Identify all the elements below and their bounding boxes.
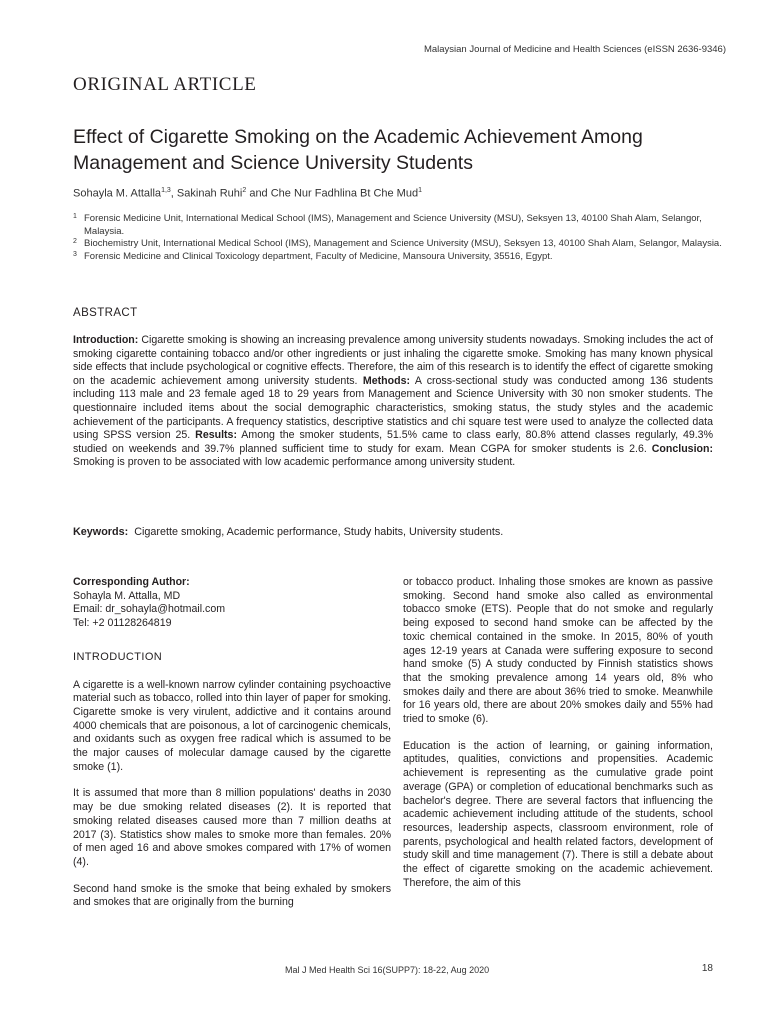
author-affiliation-marker: 1,3: [161, 187, 171, 194]
author-separator: and: [246, 187, 271, 200]
left-column: [73, 576, 391, 910]
abstract-methods-label: Methods:: [362, 374, 410, 387]
author-separator: ,: [170, 187, 177, 200]
paragraph: Education is the action of learning, or gaining information, aptitudes, qualities, convictions and propensities. Academic achievement is representing as the cumulative grade point average (GPA) or completion of educational benchmarks such as bachelor's degree. There are several factors that influencing the academic achievement including attitude of the students, school resources, leadership aspects, classroom environment, role of parents, psychological and health related factors, development of study skill and time management (7). There is still a debate about the effect of cigarette smoking on the academic achievement. Therefore, the aim of this: [403, 739, 713, 889]
paragraph: Second hand smoke is the smoke that being exhaled by smokers and smokes that are originally from the burning: [73, 882, 391, 909]
page-number: 18: [701, 963, 713, 974]
author-name: Sohayla M. Attalla: [73, 187, 162, 200]
corresponding-author-tel: Tel: +2 01128264819: [73, 617, 172, 630]
keywords-text: Cigarette smoking, Academic performance, Study habits, University students.: [128, 526, 504, 538]
author-name: Sakinah Ruhi: [176, 187, 243, 200]
abstract-conclusion-text: Smoking is proven to be associated with low academic performance among university student.: [73, 456, 516, 469]
journal-header: Malaysian Journal of Medicine and Health Sciences (eISSN 2636-9346): [423, 44, 726, 55]
affiliation-item: [73, 251, 733, 264]
abstract-body: [73, 334, 713, 470]
author-name: Che Nur Fadhlina Bt Che Mud: [270, 187, 419, 200]
abstract-methods-text: A cross-sectional study was conducted among 136 students including 113 male and 23 female aged 18 to 29 years from Management and Science University with 30 non smoker students. The questionnaire included items about the social demographic characteristics, smoking status, the study styles and the academic achievement of the participants. A frequency statistics, descriptive statistics and chi square test were used to analyze the collected data using SPSS version 25.: [73, 374, 713, 442]
abstract-intro-label: Introduction:: [73, 334, 139, 346]
affiliation-text: Forensic Medicine and Clinical Toxicology department, Faculty of Medicine, Mansoura University, 35516, Egypt.: [84, 250, 553, 262]
affiliation-list: [73, 213, 733, 263]
abstract-intro-text: Cigarette smoking is showing an increasing prevalence among university students nowadays. Smoking includes the act of smoking cigarette containing tobacco and/or other ingredients or just inhaling the cigarette smoke. Smoking has many known physical side effects that include psychological or cognitive effects. Therefore, the aim of this research is to identify the effect of cigarette smoking on the academic achievement among university students.: [73, 334, 713, 387]
paragraph: It is assumed that more than 8 million populations' deaths in 2030 may be due smoking related diseases (2). It is reported that smoking related diseases caused more than 7 million deaths at 2017 (3). Statistics show males to smoke more than females. 20% of men aged 16 and above smokes compared with 17% of women (4).: [73, 787, 391, 868]
footer-citation: Mal J Med Health Sci 16(SUPP7): 18-22, Aug 2020: [285, 965, 490, 975]
introduction-heading: INTRODUCTION: [73, 650, 163, 663]
author-affiliation-marker: 2: [242, 187, 247, 194]
abstract-results-text: Among the smoker students, 51.5% came to class early, 80.8% attend classes regularly, 49.3% studied on weekends and 39.7% planned sufficient time to study for exam. Mean CGPA for smoker students is 2.6.: [73, 429, 713, 455]
keywords-label: Keywords:: [73, 526, 129, 538]
corresponding-author: [73, 576, 391, 631]
right-column: [403, 576, 713, 890]
abstract-heading: ABSTRACT: [73, 307, 138, 319]
paragraph: or tobacco product. Inhaling those smokes are known as passive smoking. Second hand smoke also called as environmental tobacco smoke (ETS). People that do not smoke and regularly being exposed to second hand smoke can be affected by the toxic chemical contained in the smoke. In 2015, 80% of youth ages 12-19 years at Canada were suffering exposure to second hand smoke (5) A study conducted by Finnish statistics shows that the smoking prevalence among 14 years old, 8% who smokes daily and there are about 36% tried to smoke. Meanwhile for 16 years old, there are about 20% smokes daily and 55% had tried to smoke (6).: [403, 576, 713, 726]
affiliation-number: 3: [73, 250, 77, 258]
author-list: [73, 187, 422, 200]
affiliation-item: [73, 213, 733, 238]
article-type: ORIGINAL ARTICLE: [73, 74, 257, 95]
abstract-conclusion-label: Conclusion:: [651, 442, 713, 455]
affiliation-text: Forensic Medicine Unit, International Medical School (IMS), Management and Science University (MSU), Seksyen 13, 40100 Shah Alam, Selangor, Malaysia.: [84, 213, 702, 237]
paragraph: A cigarette is a well-known narrow cylinder containing psychoactive material such as tobacco, rolled into thin layer of paper for smoking. Cigarette smoke is very virulent, addictive and it contains around 4000 chemicals that are poisonous, a lot of carcinogenic chemicals, and oxidants such as oxygen free radical which is assumed to be the major causes of molecular damage caused by the cigarette smoke (1).: [73, 678, 391, 773]
author-affiliation-marker: 1: [418, 187, 422, 194]
article-title: Effect of Cigarette Smoking on the Academic Achievement Among Management and Science University Students: [73, 126, 643, 174]
affiliation-number: 2: [73, 238, 77, 245]
keywords: [73, 526, 713, 538]
affiliation-number: 1: [73, 213, 77, 220]
affiliation-item: [73, 238, 733, 251]
corresponding-author-label: Corresponding Author:: [73, 576, 190, 588]
abstract-results-label: Results:: [195, 429, 237, 442]
affiliation-text: Biochemistry Unit, International Medical School (IMS), Management and Science University (MSU), Seksyen 13, 40100 Shah Alam, Selangor, Malaysia.: [84, 238, 722, 249]
corresponding-author-email: Email: dr_sohayla@hotmail.com: [73, 603, 226, 616]
corresponding-author-name: Sohayla M. Attalla, MD: [73, 589, 181, 602]
